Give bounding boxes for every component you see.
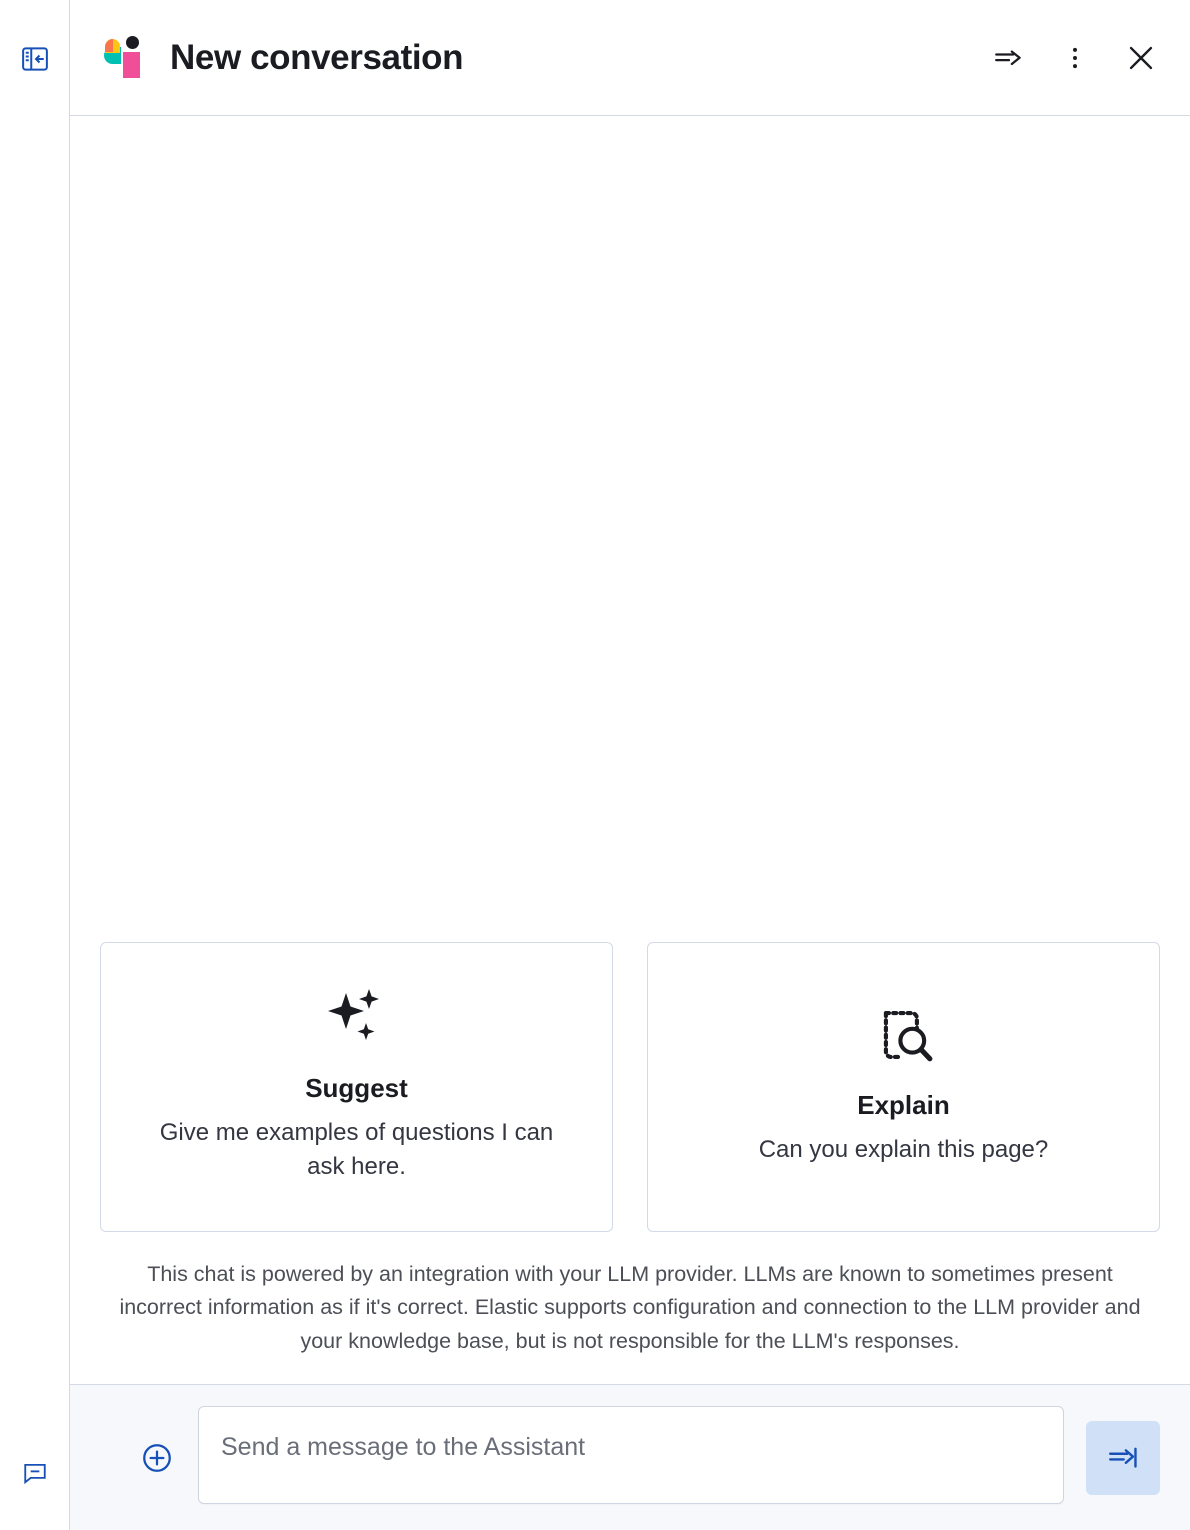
document-search-icon — [873, 1004, 935, 1066]
submit-arrow-icon — [1106, 1441, 1140, 1475]
sparkles-icon — [324, 987, 390, 1049]
conversation-panel — [70, 0, 1190, 1530]
prompt-card-title: Explain — [857, 1090, 950, 1120]
conversation-body — [70, 116, 1190, 1384]
left-rail — [0, 0, 70, 1530]
message-composer — [70, 1384, 1190, 1530]
send-button[interactable] — [1086, 1421, 1160, 1495]
prompt-cards — [100, 942, 1160, 1232]
prompt-card-description: Can you explain this page? — [758, 1136, 1049, 1163]
conversation-header — [70, 0, 1190, 116]
arrow-right-line-icon[interactable] — [990, 39, 1028, 77]
prompt-card-explain[interactable] — [647, 942, 1160, 1232]
prompt-card-description: Give me examples of questions I can ask here. — [159, 1119, 554, 1180]
vertical-dots-icon[interactable] — [1056, 39, 1094, 77]
llm-disclaimer: This chat is powered by an integration with your LLM provider. LLMs are known to sometimes present incorrect information as if it's correct. Elastic supports configuration and connection to the LLM provider and your knowledge base, but is not responsible for the LLM's responses. — [119, 1262, 1141, 1353]
plus-circle-icon[interactable] — [138, 1439, 176, 1477]
chat-bubble-icon[interactable] — [20, 1458, 50, 1488]
message-input-wrapper — [198, 1406, 1064, 1509]
prompt-card-suggest[interactable] — [100, 942, 613, 1232]
panel-collapse-icon[interactable] — [18, 42, 52, 76]
page-title: New conversation — [170, 37, 464, 77]
message-input[interactable] — [198, 1406, 1064, 1504]
close-x-icon[interactable] — [1122, 39, 1160, 77]
prompt-card-title: Suggest — [305, 1073, 408, 1104]
elastic-ai-assistant-logo — [104, 36, 148, 80]
header-actions — [990, 39, 1160, 77]
